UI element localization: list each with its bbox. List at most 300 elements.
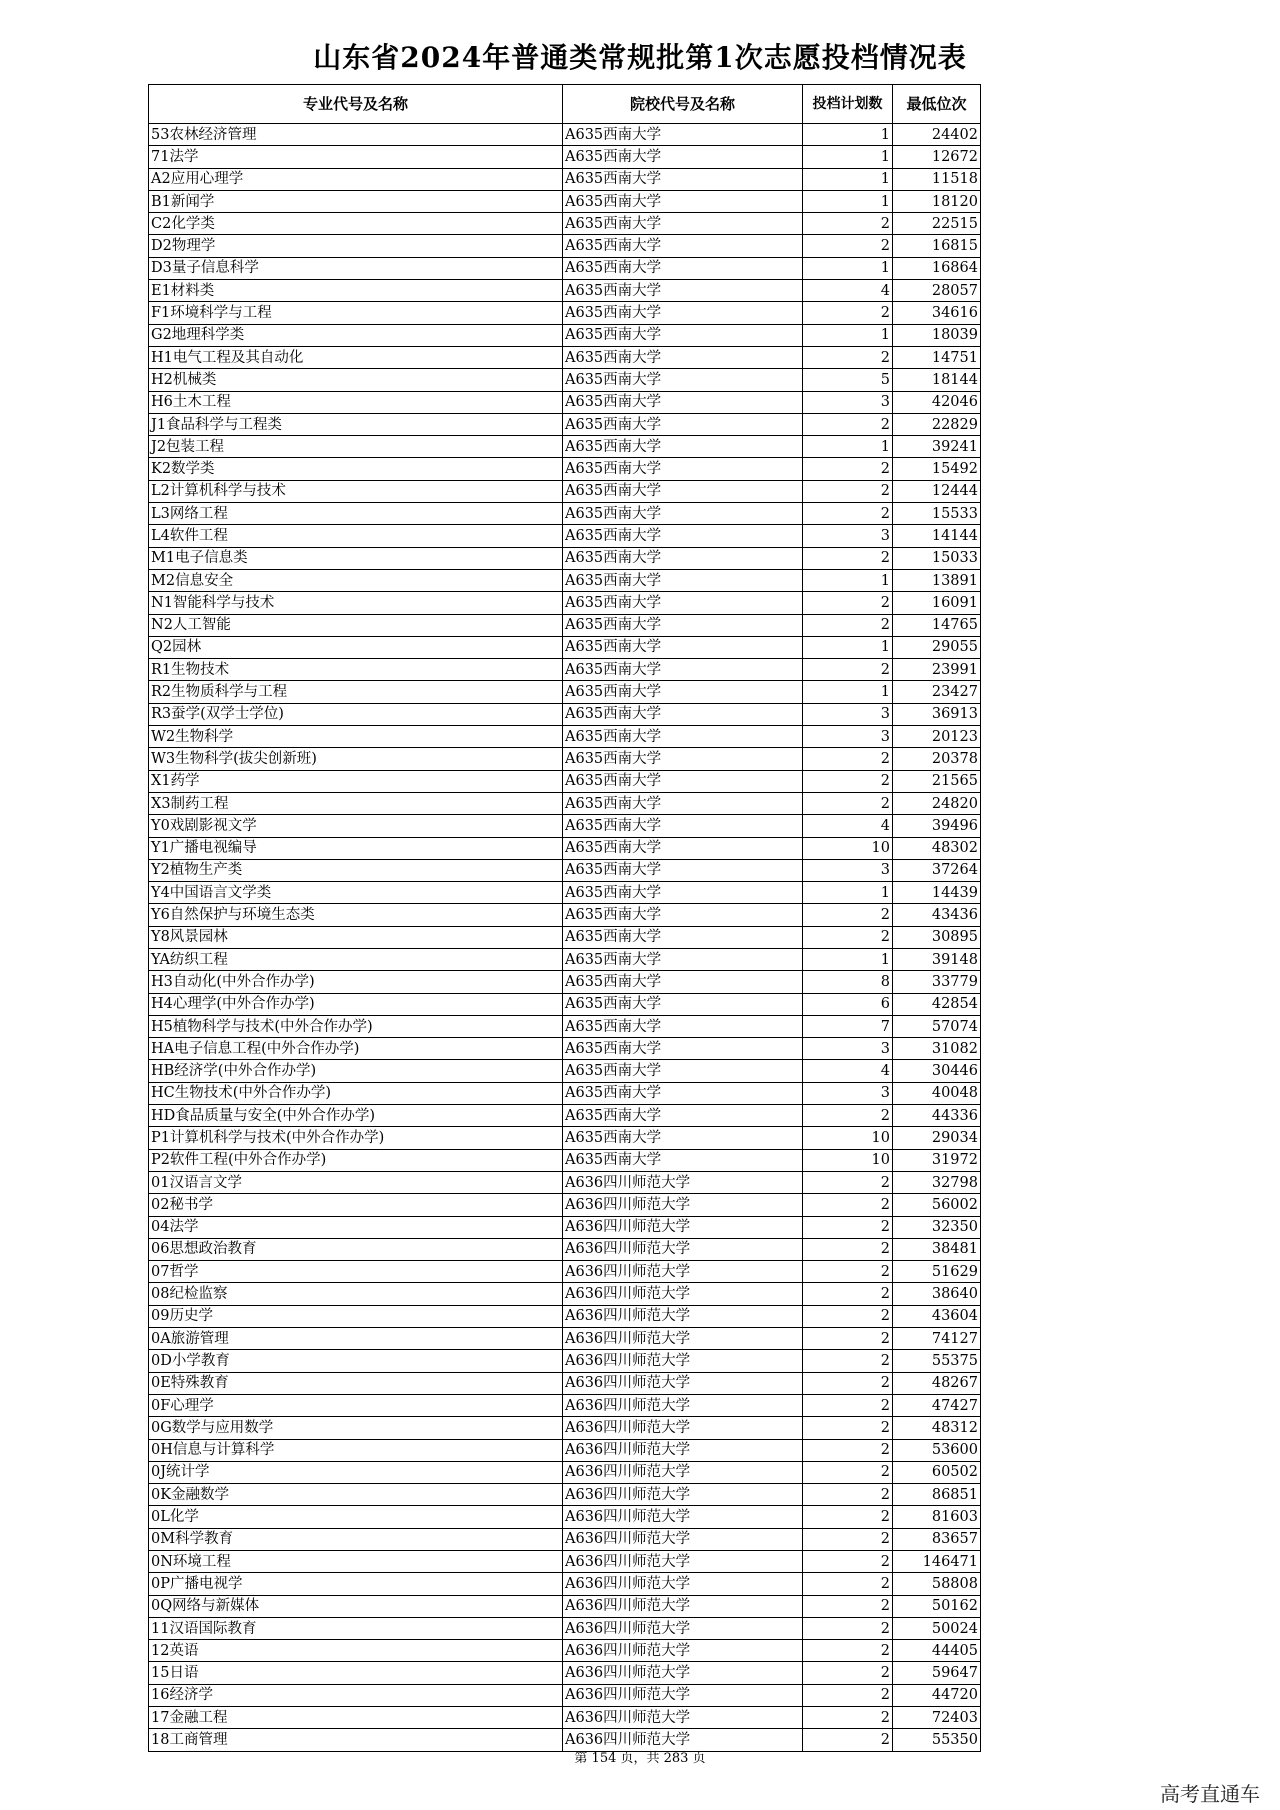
cell-school: A636四川师范大学	[563, 1684, 803, 1706]
table-row	[149, 1394, 981, 1416]
table-row	[149, 1417, 981, 1439]
cell-plan-count: 3	[803, 1082, 893, 1104]
cell-plan-count: 3	[803, 391, 893, 413]
cell-min-rank: 42046	[893, 391, 981, 413]
cell-school: A635西南大学	[563, 859, 803, 881]
cell-plan-count: 2	[803, 503, 893, 525]
table-row	[149, 971, 981, 993]
cell-major: 12英语	[149, 1640, 563, 1662]
cell-min-rank: 83657	[893, 1528, 981, 1550]
cell-major: 01汉语言文学	[149, 1171, 563, 1193]
cell-plan-count: 2	[803, 1105, 893, 1127]
cell-major: H5植物科学与技术(中外合作办学)	[149, 1015, 563, 1037]
cell-plan-count: 2	[803, 1305, 893, 1327]
cell-major: H4心理学(中外合作办学)	[149, 993, 563, 1015]
table-row	[149, 659, 981, 681]
cell-major: J2包装工程	[149, 436, 563, 458]
cell-school: A635西南大学	[563, 235, 803, 257]
cell-school: A635西南大学	[563, 436, 803, 458]
cell-major: 06思想政治教育	[149, 1238, 563, 1260]
cell-school: A635西南大学	[563, 324, 803, 346]
cell-school: A636四川师范大学	[563, 1617, 803, 1639]
cell-min-rank: 58808	[893, 1573, 981, 1595]
cell-min-rank: 20378	[893, 748, 981, 770]
cell-school: A636四川师范大学	[563, 1439, 803, 1461]
cell-major: Y8风景园林	[149, 926, 563, 948]
table-row	[149, 726, 981, 748]
cell-major: N2人工智能	[149, 614, 563, 636]
cell-plan-count: 2	[803, 792, 893, 814]
table-row	[149, 1015, 981, 1037]
table-row	[149, 859, 981, 881]
cell-major: L4软件工程	[149, 525, 563, 547]
cell-school: A635西南大学	[563, 1060, 803, 1082]
cell-plan-count: 2	[803, 926, 893, 948]
cell-min-rank: 30895	[893, 926, 981, 948]
cell-school: A635西南大学	[563, 146, 803, 168]
cell-min-rank: 18039	[893, 324, 981, 346]
table-row	[149, 1216, 981, 1238]
cell-major: 0E特殊教育	[149, 1372, 563, 1394]
page-number: 第 154 页，共 283 页	[574, 1751, 706, 1766]
cell-plan-count: 2	[803, 213, 893, 235]
cell-major: 08纪检监察	[149, 1283, 563, 1305]
cell-major: HA电子信息工程(中外合作办学)	[149, 1038, 563, 1060]
cell-major: HC生物技术(中外合作办学)	[149, 1082, 563, 1104]
cell-school: A636四川师范大学	[563, 1729, 803, 1751]
cell-min-rank: 12444	[893, 480, 981, 502]
cell-major: 09历史学	[149, 1305, 563, 1327]
cell-major: Y1广播电视编导	[149, 837, 563, 859]
table-row	[149, 1528, 981, 1550]
table-row	[149, 1105, 981, 1127]
cell-school: A635西南大学	[563, 748, 803, 770]
table-row	[149, 1038, 981, 1060]
cell-plan-count: 2	[803, 1729, 893, 1751]
cell-plan-count: 2	[803, 1394, 893, 1416]
header-school: 院校代号及名称	[563, 85, 803, 124]
cell-min-rank: 48302	[893, 837, 981, 859]
cell-plan-count: 10	[803, 837, 893, 859]
cell-school: A635西南大学	[563, 882, 803, 904]
table-row	[149, 1573, 981, 1595]
cell-major: 11汉语国际教育	[149, 1617, 563, 1639]
cell-min-rank: 14765	[893, 614, 981, 636]
cell-min-rank: 24402	[893, 124, 981, 146]
cell-min-rank: 39241	[893, 436, 981, 458]
cell-plan-count: 2	[803, 1283, 893, 1305]
cell-major: Y0戏剧影视文学	[149, 815, 563, 837]
cell-plan-count: 2	[803, 346, 893, 368]
table-row	[149, 1283, 981, 1305]
table-body	[149, 124, 981, 1752]
table-row	[149, 815, 981, 837]
cell-min-rank: 59647	[893, 1662, 981, 1684]
cell-min-rank: 48267	[893, 1372, 981, 1394]
cell-plan-count: 2	[803, 1707, 893, 1729]
cell-major: Y4中国语言文学类	[149, 882, 563, 904]
cell-min-rank: 15033	[893, 547, 981, 569]
cell-min-rank: 12672	[893, 146, 981, 168]
cell-major: 02秘书学	[149, 1194, 563, 1216]
cell-major: W3生物科学(拔尖创新班)	[149, 748, 563, 770]
cell-school: A635西南大学	[563, 993, 803, 1015]
cell-school: A635西南大学	[563, 948, 803, 970]
cell-school: A636四川师范大学	[563, 1417, 803, 1439]
cell-min-rank: 16864	[893, 257, 981, 279]
cell-plan-count: 2	[803, 458, 893, 480]
cell-major: J1食品科学与工程类	[149, 413, 563, 435]
cell-plan-count: 7	[803, 1015, 893, 1037]
table-row	[149, 703, 981, 725]
cell-plan-count: 2	[803, 1461, 893, 1483]
cell-plan-count: 1	[803, 569, 893, 591]
table-row	[149, 324, 981, 346]
table-row	[149, 614, 981, 636]
cell-plan-count: 1	[803, 257, 893, 279]
cell-school: A635西南大学	[563, 124, 803, 146]
cell-school: A636四川师范大学	[563, 1194, 803, 1216]
cell-min-rank: 21565	[893, 770, 981, 792]
cell-plan-count: 2	[803, 1662, 893, 1684]
cell-school: A635西南大学	[563, 391, 803, 413]
cell-major: 16经济学	[149, 1684, 563, 1706]
table-row	[149, 904, 981, 926]
cell-min-rank: 31082	[893, 1038, 981, 1060]
cell-school: A635西南大学	[563, 726, 803, 748]
cell-school: A635西南大学	[563, 346, 803, 368]
cell-major: P2软件工程(中外合作办学)	[149, 1149, 563, 1171]
cell-min-rank: 50162	[893, 1595, 981, 1617]
cell-major: 0A旅游管理	[149, 1328, 563, 1350]
cell-plan-count: 4	[803, 1060, 893, 1082]
table-row	[149, 146, 981, 168]
cell-school: A635西南大学	[563, 1038, 803, 1060]
cell-school: A635西南大学	[563, 413, 803, 435]
cell-min-rank: 18144	[893, 369, 981, 391]
table-row	[149, 1506, 981, 1528]
cell-major: HB经济学(中外合作办学)	[149, 1060, 563, 1082]
cell-plan-count: 2	[803, 1439, 893, 1461]
cell-min-rank: 30446	[893, 1060, 981, 1082]
cell-plan-count: 1	[803, 436, 893, 458]
cell-min-rank: 50024	[893, 1617, 981, 1639]
cell-school: A635西南大学	[563, 837, 803, 859]
cell-school: A636四川师范大学	[563, 1171, 803, 1193]
cell-min-rank: 13891	[893, 569, 981, 591]
page-title: 山东省2024年普通类常规批第1次志愿投档情况表	[313, 41, 967, 74]
cell-major: R3蚕学(双学士学位)	[149, 703, 563, 725]
cell-min-rank: 43436	[893, 904, 981, 926]
cell-plan-count: 3	[803, 1038, 893, 1060]
cell-school: A636四川师范大学	[563, 1216, 803, 1238]
cell-plan-count: 2	[803, 1328, 893, 1350]
cell-school: A636四川师范大学	[563, 1484, 803, 1506]
cell-school: A636四川师范大学	[563, 1707, 803, 1729]
cell-min-rank: 44336	[893, 1105, 981, 1127]
cell-school: A636四川师范大学	[563, 1283, 803, 1305]
table-row	[149, 1261, 981, 1283]
cell-school: A635西南大学	[563, 257, 803, 279]
cell-plan-count: 2	[803, 235, 893, 257]
cell-major: C2化学类	[149, 213, 563, 235]
table-row	[149, 569, 981, 591]
cell-min-rank: 47427	[893, 1394, 981, 1416]
cell-min-rank: 14751	[893, 346, 981, 368]
header-major: 专业代号及名称	[149, 85, 563, 124]
table-row	[149, 1194, 981, 1216]
table-row	[149, 993, 981, 1015]
table-row	[149, 1350, 981, 1372]
cell-school: A635西南大学	[563, 1015, 803, 1037]
cell-major: 0M科学教育	[149, 1528, 563, 1550]
cell-major: B1新闻学	[149, 190, 563, 212]
table-header-row	[149, 85, 981, 124]
cell-school: A635西南大学	[563, 213, 803, 235]
watermark: 高考直通车	[1160, 1782, 1260, 1806]
cell-min-rank: 36913	[893, 703, 981, 725]
cell-major: M1电子信息类	[149, 547, 563, 569]
cell-school: A635西南大学	[563, 1149, 803, 1171]
cell-min-rank: 18120	[893, 190, 981, 212]
cell-major: 07哲学	[149, 1261, 563, 1283]
table-row	[149, 1149, 981, 1171]
cell-school: A636四川师范大学	[563, 1394, 803, 1416]
cell-major: A2应用心理学	[149, 168, 563, 190]
table-row	[149, 1551, 981, 1573]
cell-school: A635西南大学	[563, 636, 803, 658]
cell-school: A635西南大学	[563, 369, 803, 391]
cell-school: A635西南大学	[563, 659, 803, 681]
cell-school: A636四川师范大学	[563, 1305, 803, 1327]
cell-min-rank: 74127	[893, 1328, 981, 1350]
cell-major: F1环境科学与工程	[149, 302, 563, 324]
cell-major: N1智能科学与技术	[149, 592, 563, 614]
cell-major: 0F心理学	[149, 1394, 563, 1416]
cell-min-rank: 34616	[893, 302, 981, 324]
cell-major: D3量子信息科学	[149, 257, 563, 279]
cell-school: A636四川师范大学	[563, 1328, 803, 1350]
cell-plan-count: 3	[803, 525, 893, 547]
cell-school: A636四川师范大学	[563, 1528, 803, 1550]
cell-plan-count: 1	[803, 168, 893, 190]
cell-plan-count: 2	[803, 904, 893, 926]
table-row	[149, 1684, 981, 1706]
cell-min-rank: 37264	[893, 859, 981, 881]
table-row	[149, 636, 981, 658]
cell-min-rank: 24820	[893, 792, 981, 814]
cell-plan-count: 2	[803, 1171, 893, 1193]
cell-min-rank: 33779	[893, 971, 981, 993]
cell-major: Y2植物生产类	[149, 859, 563, 881]
table-row	[149, 1171, 981, 1193]
cell-major: L3网络工程	[149, 503, 563, 525]
cell-min-rank: 43604	[893, 1305, 981, 1327]
cell-major: K2数学类	[149, 458, 563, 480]
table-row	[149, 302, 981, 324]
cell-school: A636四川师范大学	[563, 1662, 803, 1684]
cell-min-rank: 29055	[893, 636, 981, 658]
cell-plan-count: 1	[803, 190, 893, 212]
cell-school: A635西南大学	[563, 280, 803, 302]
table-row	[149, 926, 981, 948]
cell-min-rank: 40048	[893, 1082, 981, 1104]
cell-min-rank: 32350	[893, 1216, 981, 1238]
cell-major: R1生物技术	[149, 659, 563, 681]
cell-plan-count: 5	[803, 369, 893, 391]
cell-min-rank: 39148	[893, 948, 981, 970]
cell-school: A636四川师范大学	[563, 1372, 803, 1394]
cell-min-rank: 55350	[893, 1729, 981, 1751]
cell-min-rank: 28057	[893, 280, 981, 302]
cell-plan-count: 10	[803, 1127, 893, 1149]
admission-table	[148, 84, 981, 1752]
table-row	[149, 1662, 981, 1684]
cell-major: Q2园林	[149, 636, 563, 658]
cell-school: A635西南大学	[563, 681, 803, 703]
table-row	[149, 1484, 981, 1506]
table-row	[149, 257, 981, 279]
cell-school: A635西南大学	[563, 971, 803, 993]
cell-min-rank: 81603	[893, 1506, 981, 1528]
table-row	[149, 190, 981, 212]
cell-major: 0G数学与应用数学	[149, 1417, 563, 1439]
cell-major: 0N环境工程	[149, 1551, 563, 1573]
cell-school: A635西南大学	[563, 815, 803, 837]
cell-min-rank: 38640	[893, 1283, 981, 1305]
table-row	[149, 1328, 981, 1350]
cell-major: L2计算机科学与技术	[149, 480, 563, 502]
cell-min-rank: 55375	[893, 1350, 981, 1372]
table-row	[149, 280, 981, 302]
cell-plan-count: 6	[803, 993, 893, 1015]
table-row	[149, 1305, 981, 1327]
table-row	[149, 1082, 981, 1104]
cell-min-rank: 20123	[893, 726, 981, 748]
table-row	[149, 503, 981, 525]
cell-min-rank: 23427	[893, 681, 981, 703]
table-row	[149, 792, 981, 814]
cell-min-rank: 16091	[893, 592, 981, 614]
table-row	[149, 1595, 981, 1617]
cell-plan-count: 2	[803, 1194, 893, 1216]
table-row	[149, 436, 981, 458]
cell-min-rank: 15533	[893, 503, 981, 525]
cell-min-rank: 86851	[893, 1484, 981, 1506]
cell-plan-count: 1	[803, 324, 893, 346]
cell-school: A635西南大学	[563, 592, 803, 614]
cell-major: H3自动化(中外合作办学)	[149, 971, 563, 993]
table-row	[149, 525, 981, 547]
cell-school: A636四川师范大学	[563, 1573, 803, 1595]
cell-school: A636四川师范大学	[563, 1261, 803, 1283]
cell-plan-count: 1	[803, 124, 893, 146]
cell-plan-count: 2	[803, 1617, 893, 1639]
cell-major: HD食品质量与安全(中外合作办学)	[149, 1105, 563, 1127]
cell-plan-count: 4	[803, 815, 893, 837]
table-row	[149, 748, 981, 770]
cell-plan-count: 2	[803, 1640, 893, 1662]
cell-school: A635西南大学	[563, 190, 803, 212]
cell-major: YA纺织工程	[149, 948, 563, 970]
cell-min-rank: 32798	[893, 1171, 981, 1193]
cell-min-rank: 15492	[893, 458, 981, 480]
cell-min-rank: 53600	[893, 1439, 981, 1461]
cell-plan-count: 2	[803, 659, 893, 681]
cell-min-rank: 23991	[893, 659, 981, 681]
cell-major: H1电气工程及其自动化	[149, 346, 563, 368]
cell-plan-count: 3	[803, 726, 893, 748]
cell-plan-count: 2	[803, 1372, 893, 1394]
table-row	[149, 1372, 981, 1394]
cell-min-rank: 48312	[893, 1417, 981, 1439]
cell-major: M2信息安全	[149, 569, 563, 591]
table-row	[149, 882, 981, 904]
cell-plan-count: 2	[803, 1684, 893, 1706]
cell-major: 0L化学	[149, 1506, 563, 1528]
cell-school: A635西南大学	[563, 480, 803, 502]
table-row	[149, 837, 981, 859]
cell-major: 18工商管理	[149, 1729, 563, 1751]
cell-major: R2生物质科学与工程	[149, 681, 563, 703]
cell-school: A635西南大学	[563, 302, 803, 324]
cell-major: 0J统计学	[149, 1461, 563, 1483]
cell-plan-count: 2	[803, 1506, 893, 1528]
cell-min-rank: 56002	[893, 1194, 981, 1216]
table-row	[149, 1707, 981, 1729]
cell-major: X1药学	[149, 770, 563, 792]
table-row	[149, 235, 981, 257]
table-row	[149, 1617, 981, 1639]
cell-min-rank: 51629	[893, 1261, 981, 1283]
cell-major: 0K金融数学	[149, 1484, 563, 1506]
cell-plan-count: 2	[803, 413, 893, 435]
cell-plan-count: 2	[803, 1528, 893, 1550]
cell-plan-count: 1	[803, 636, 893, 658]
table-row	[149, 592, 981, 614]
cell-school: A635西南大学	[563, 904, 803, 926]
cell-plan-count: 10	[803, 1149, 893, 1171]
cell-major: 0P广播电视学	[149, 1573, 563, 1595]
cell-min-rank: 14144	[893, 525, 981, 547]
table-row	[149, 547, 981, 569]
cell-school: A635西南大学	[563, 770, 803, 792]
cell-school: A635西南大学	[563, 1127, 803, 1149]
table-row	[149, 1461, 981, 1483]
table-row	[149, 770, 981, 792]
table-row	[149, 1439, 981, 1461]
cell-plan-count: 2	[803, 547, 893, 569]
cell-major: 53农林经济管理	[149, 124, 563, 146]
cell-plan-count: 3	[803, 859, 893, 881]
cell-school: A635西南大学	[563, 703, 803, 725]
table-row	[149, 480, 981, 502]
cell-plan-count: 1	[803, 882, 893, 904]
cell-major: 04法学	[149, 1216, 563, 1238]
cell-school: A635西南大学	[563, 1105, 803, 1127]
table-row	[149, 168, 981, 190]
cell-major: H6土木工程	[149, 391, 563, 413]
cell-plan-count: 2	[803, 1216, 893, 1238]
cell-min-rank: 72403	[893, 1707, 981, 1729]
cell-plan-count: 2	[803, 1238, 893, 1260]
cell-plan-count: 2	[803, 1551, 893, 1573]
cell-major: E1材料类	[149, 280, 563, 302]
table-row	[149, 1060, 981, 1082]
table-row	[149, 391, 981, 413]
cell-min-rank: 60502	[893, 1461, 981, 1483]
header-min-rank: 最低位次	[893, 85, 981, 124]
